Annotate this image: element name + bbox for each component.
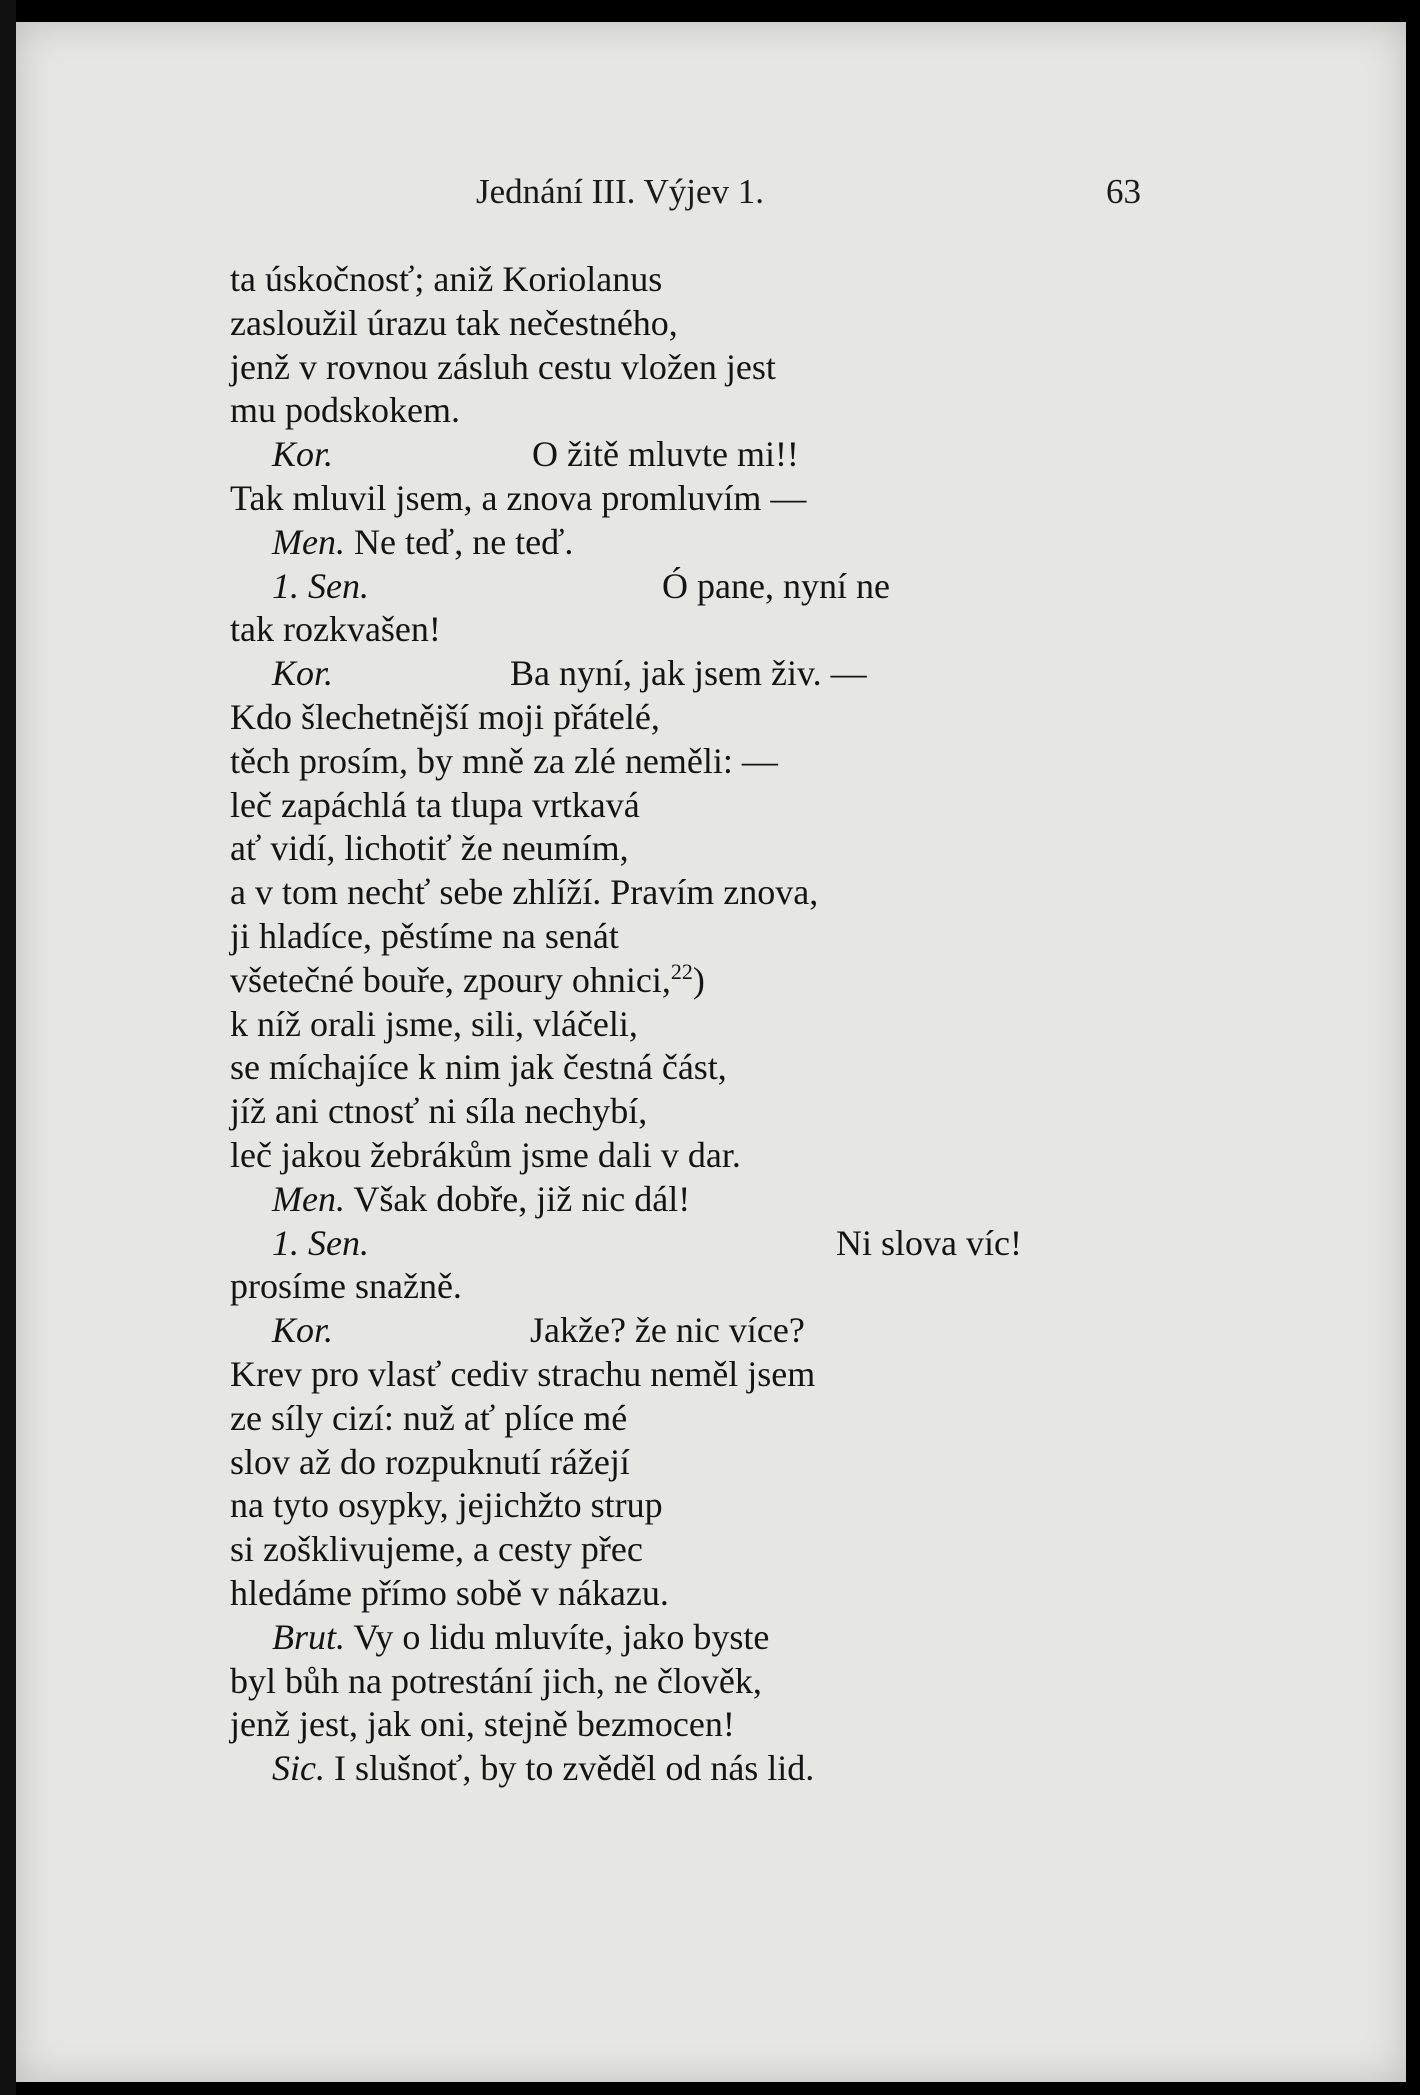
verse-line <box>230 258 1330 302</box>
line-text: ta úskočnosť; aniž Koriolanus <box>230 259 663 299</box>
line-text: Ni slova víc! <box>836 1222 1022 1263</box>
line-text: leč zapáchlá ta tlupa vrtkavá <box>230 784 640 825</box>
line-text: a v tom nechť sebe zhlíží. Pravím znova, <box>230 872 819 913</box>
verse-line <box>230 477 1330 521</box>
verse-text <box>230 258 1330 1791</box>
line-text: I slušnoť, by to zvěděl od nás lid. <box>324 1748 815 1789</box>
speaker-name: 1. Sen. <box>272 1222 369 1263</box>
speech-line <box>230 565 1330 609</box>
speech-line <box>230 652 1330 696</box>
verse-line <box>230 1090 1330 1134</box>
line-text: ze síly cizí: nuž ať plíce mé <box>230 1397 628 1438</box>
line-text: jenž jest, jak oni, stejně bezmocen! <box>230 1704 735 1745</box>
line-text: Tak mluvil jsem, a znova promluvím — <box>230 477 807 518</box>
speech-line <box>230 433 1330 477</box>
line-text: Jakže? že nic více? <box>530 1310 805 1351</box>
verse-line <box>230 1397 1330 1441</box>
speaker-name: Men. <box>272 1178 345 1219</box>
line-text: Ó pane, nyní ne <box>662 565 890 606</box>
verse-line <box>230 608 1330 652</box>
speech-line <box>230 1222 1330 1266</box>
line-text: na tyto osypky, jejichžto strup <box>230 1485 663 1526</box>
verse-line <box>230 1660 1330 1704</box>
speaker-name: 1. Sen. <box>272 565 369 606</box>
speech-line <box>230 1309 1330 1353</box>
verse-line <box>230 389 1330 433</box>
line-text: těch prosím, by mně za zlé neměli: — <box>230 740 778 781</box>
verse-line <box>230 1003 1330 1047</box>
speaker-name: Sic. <box>272 1748 325 1789</box>
line-text: prosíme snažně. <box>230 1266 462 1307</box>
verse-line <box>230 1134 1330 1178</box>
verse-line <box>230 1441 1330 1485</box>
speaker-name: Kor. <box>272 1310 334 1351</box>
line-text: tak rozkvašen! <box>230 609 441 650</box>
speaker-name: Brut. <box>272 1616 346 1657</box>
verse-line <box>230 1703 1330 1747</box>
line-text: hledáme přímo sobě v nákazu. <box>230 1572 669 1613</box>
line-text: Ba nyní, jak jsem živ. — <box>510 653 867 694</box>
verse-line <box>230 827 1330 871</box>
line-text: jíž ani ctnosť ni síla nechybí, <box>230 1091 648 1132</box>
verse-line <box>230 1046 1330 1090</box>
verse-line <box>230 1265 1330 1309</box>
line-text: se míchajíce k nim jak čestná část, <box>230 1047 727 1088</box>
line-text: O žitě mluvte mi!! <box>532 434 799 475</box>
line-text: zasloužil úrazu tak nečestného, <box>230 302 678 343</box>
line-text: byl bůh na potrestání jich, ne člověk, <box>230 1660 762 1701</box>
verse-line <box>230 1572 1330 1616</box>
speech-line <box>230 1747 1330 1791</box>
line-text: Vy o lidu mluvíte, jako byste <box>345 1616 770 1657</box>
line-text: jenž v rovnou zásluh cestu vložen jest <box>230 346 776 387</box>
footnote-marker: 22 <box>670 958 693 984</box>
verse-line <box>230 784 1330 828</box>
line-text: Krev pro vlasť cediv strachu neměl jsem <box>230 1353 816 1394</box>
speaker-name: Kor. <box>272 653 334 694</box>
speech-line <box>230 1178 1330 1222</box>
line-text: Však dobře, již nic dál! <box>344 1178 691 1219</box>
verse-line <box>230 302 1330 346</box>
running-title: Jednání III. Výjev 1. <box>476 172 765 211</box>
speech-line <box>230 1616 1330 1660</box>
line-text: všetečné bouře, zpoury ohnici, <box>230 959 671 1000</box>
line-text: mu podskokem. <box>230 390 460 431</box>
speech-line <box>230 521 1330 565</box>
verse-line <box>230 871 1330 915</box>
line-text: Kdo šlechetnější moji přátelé, <box>230 696 660 737</box>
verse-line <box>230 696 1330 740</box>
line-text: leč jakou žebrákům jsme dali v dar. <box>230 1134 741 1175</box>
footnote-paren: ) <box>692 959 705 1000</box>
verse-line <box>230 346 1330 390</box>
speaker-name: Men. <box>272 521 345 562</box>
verse-line <box>230 959 1330 1003</box>
verse-line <box>230 740 1330 784</box>
verse-line <box>230 1528 1330 1572</box>
speaker-name: Kor. <box>272 434 334 475</box>
line-text: ji hladíce, pěstíme na senát <box>230 915 619 956</box>
line-text: si zošklivujeme, a cesty přec <box>230 1529 643 1570</box>
book-spine-shadow <box>0 0 16 2095</box>
verse-line <box>230 1353 1330 1397</box>
line-text: k níž orali jsme, sili, vláčeli, <box>230 1003 638 1044</box>
running-header <box>0 172 1420 222</box>
page-number: 63 <box>1106 172 1141 211</box>
verse-line <box>230 915 1330 959</box>
line-text: ať vidí, lichotiť že neumím, <box>230 828 629 869</box>
line-text: slov až do rozpuknutí rážejí <box>230 1441 630 1482</box>
line-text: Ne teď, ne teď. <box>344 521 574 562</box>
verse-line <box>230 1484 1330 1528</box>
